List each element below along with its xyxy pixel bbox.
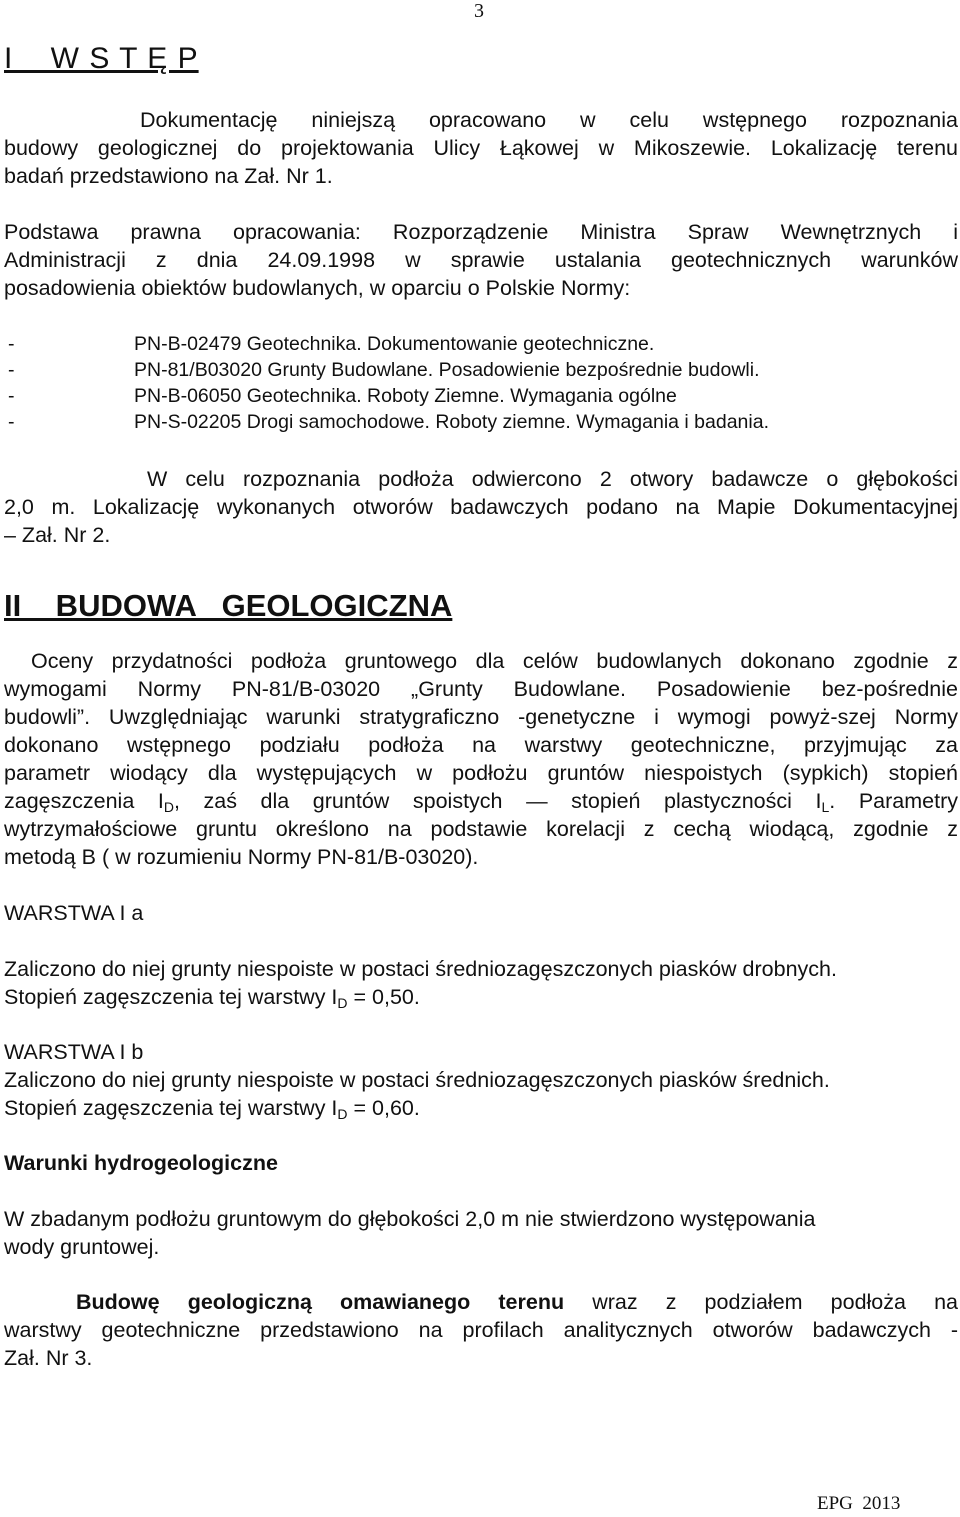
legal-basis-line-1 — [4, 218, 958, 246]
geology-line-4: dokonano wstępnego podziału podłoża na warstwy geotechniczne, przyjmując za — [4, 733, 958, 757]
intro-line-2: budowy geologicznej do projektowania Ulicy Łąkowej w Mikoszewie. Lokalizację terenu — [4, 136, 958, 160]
footer-text: EPG 2013 — [817, 1493, 901, 1514]
hydro-title: Warunki hydrogeologiczne — [4, 1151, 278, 1175]
legal-basis-line-2: Administracji z dnia 24.09.1998 w sprawie ustalania geotechnicznych warunków — [4, 248, 958, 272]
hydro-line-1: W zbadanym podłożu gruntowym do głębokości 2,0 m nie stwierdzono występowania — [4, 1207, 816, 1231]
closing-line-2: warstwy geotechniczne przedstawiono na profilach analitycznych otworów badawczych - — [4, 1318, 958, 1342]
closing-line-1: Budowę geologiczną omawianego terenu wraz z podziałem podłoża na — [76, 1290, 958, 1314]
geology-line-6: zagęszczenia $I_D$, zaś dla gruntów spoistych — stopień plastyczności $I_L$. Parametry — [4, 789, 958, 815]
norm-item: - PN-81/B03020 Grunty Budowlane. Posadowienie bezpośrednie budowli. — [8, 359, 760, 381]
norm-item: - PN-B-02479 Geotechnika. Dokumentowanie geotechniczne. — [8, 333, 655, 355]
section-heading-geology: II BUDOWA GEOLOGICZNA — [4, 588, 453, 623]
legal-basis-text: Rozporządzenie Ministra Spraw Wewnętrznych i — [392, 220, 958, 244]
layer-a-title: WARSTWA I a — [4, 901, 144, 925]
closing-bold: Budowę geologiczną omawianego terenu — [76, 1290, 565, 1314]
page-number: 3 — [474, 0, 484, 22]
layer-b-title: WARSTWA I b — [4, 1040, 144, 1064]
geology-line-1: Oceny przydatności podłoża gruntowego dla celów budowlanych dokonano zgodnie z — [31, 649, 958, 673]
geology-line-8: metodą B ( w rozumieniu Normy PN-81/B-03020). — [4, 845, 479, 869]
boreholes-line-1: W celu rozpoznania podłoża odwiercono 2 otwory badawcze o głębokości — [147, 467, 958, 491]
intro-line-3: badań przedstawiono na Zał. Nr 1. — [4, 164, 333, 188]
legal-basis-label: Podstawa prawna opracowania: — [4, 220, 361, 244]
layer-b-density: Stopień zagęszczenia tej warstwy $I_D = 0,60$. — [4, 1096, 420, 1122]
closing-line-3: Zał. Nr 3. — [4, 1346, 93, 1370]
geology-line-7: wytrzymałościowe gruntu określono na podstawie korelacji z cechą wiodącą, zgodnie z — [4, 817, 958, 841]
norm-item: - PN-S-02205 Drogi samochodowe. Roboty ziemne. Wymagania i badania. — [8, 411, 769, 433]
layer-b-description: Zaliczono do niej grunty niespoiste w postaci średniozagęszczonych piasków średnich. — [4, 1068, 830, 1092]
legal-basis-line-3: posadowienia obiektów budowlanych, w oparciu o Polskie Normy: — [4, 276, 631, 300]
hydro-line-2: wody gruntowej. — [4, 1235, 160, 1259]
layer-a-description: Zaliczono do niej grunty niespoiste w postaci średniozagęszczonych piasków drobnych. — [4, 957, 837, 981]
layer-a-density: Stopień zagęszczenia tej warstwy $I_D = 0,50$. — [4, 985, 420, 1011]
geology-line-5: parametr wiodący dla występujących w podłożu gruntów niespoistych (sypkich) stopień — [4, 761, 958, 785]
boreholes-line-2: 2,0 m. Lokalizację wykonanych otworów badawczych podano na Mapie Dokumentacyjnej — [4, 495, 958, 519]
section-heading-intro: I W S T Ę P — [4, 42, 199, 75]
intro-line-1: Dokumentację niniejszą opracowano w celu wstępnego rozpoznania — [140, 108, 958, 132]
boreholes-line-3: – Zał. Nr 2. — [4, 523, 111, 547]
geology-line-2: wymogami Normy PN-81/B-03020 „Grunty Budowlane. Posadowienie bez-pośrednie — [4, 677, 958, 701]
norm-item: - PN-B-06050 Geotechnika. Roboty Ziemne. Wymagania ogólne — [8, 385, 677, 407]
geology-line-3: budowli”. Uwzględniając warunki stratygraficzno -genetyczne i wymogi powyż-szej Normy — [4, 705, 958, 729]
